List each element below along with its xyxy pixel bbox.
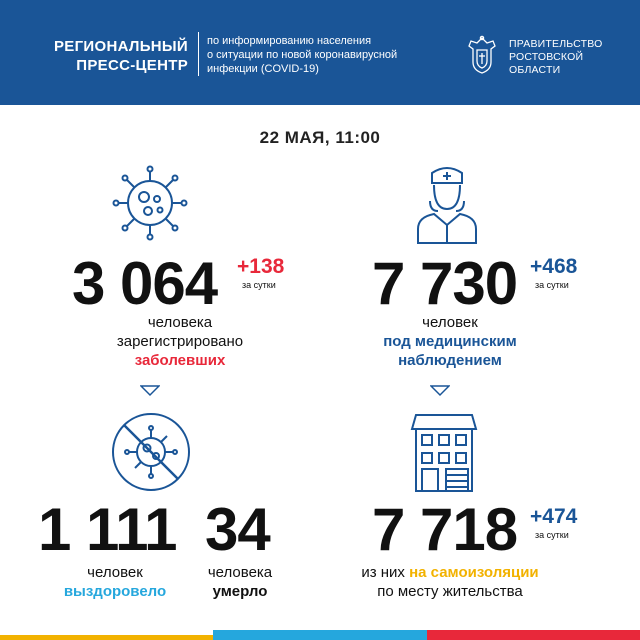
cases-label-line3: заболевших [134,352,226,369]
isolation-delta: +474 [530,505,578,528]
cases-per-day-label: за сутки [242,280,276,290]
deaths-total-value: 34 [205,496,270,563]
deaths-label-line1: человека [207,564,273,581]
observation-label-line3: наблюдением [398,352,502,369]
press-center-title-line2: ПРЕСС-ЦЕНТР [76,57,188,74]
header-bar [0,0,640,105]
report-date: 22 МАЯ, 11:00 [259,128,381,147]
header-description-line: по информированию населения [207,35,372,47]
down-arrow-icon [430,385,450,397]
observation-label-line2: под медицинским [383,333,517,350]
government-name [509,38,602,77]
house-icon [408,411,480,493]
footer-stripe-red [427,630,640,640]
virus-icon [110,163,190,243]
recovered-total-value: 1 111 [38,496,177,563]
header-description-line: о ситуации по новой коронавирусной [207,49,398,61]
deaths-label-line2: умерло [212,583,268,600]
isolation-label-line2: по месту жительства [377,583,523,600]
isolation-label-line1 [310,563,590,582]
recovered-label-line1: человек [87,564,143,581]
nurse-icon [412,163,482,245]
down-arrow-icon [140,385,160,397]
isolation-label-prefix: из них [361,564,410,581]
observation-delta: +468 [530,255,578,278]
cases-label-line2: зарегистрировано [116,333,244,350]
crossed-virus-icon [110,411,192,493]
cases-label-line1: человека [147,314,213,331]
header-description [207,34,447,76]
coat-of-arms-icon [465,34,499,76]
observation-label-line1: человек [422,314,478,331]
isolation-label-highlight: на самоизоляции [409,564,539,581]
footer-stripe-yellow [0,635,213,640]
observation-per-day-label: за сутки [535,280,569,290]
cases-delta: +138 [237,255,285,278]
footer-stripe-blue [213,630,427,640]
cases-total-value: 3 064 [72,250,218,317]
isolation-total-value: 7 718 [372,496,518,563]
government-name-line: РОСТОВСКОЙ [509,51,584,63]
header-divider [198,32,199,76]
observation-total-value: 7 730 [372,250,518,317]
government-name-line: ПРАВИТЕЛЬСТВО [509,38,603,50]
press-center-title-line1: РЕГИОНАЛЬНЫЙ [53,38,188,55]
header-description-line: инфекции (COVID-19) [207,63,319,75]
recovered-label-line2: выздоровело [63,583,167,600]
isolation-per-day-label: за сутки [535,530,569,540]
government-name-line: ОБЛАСТИ [509,64,561,76]
